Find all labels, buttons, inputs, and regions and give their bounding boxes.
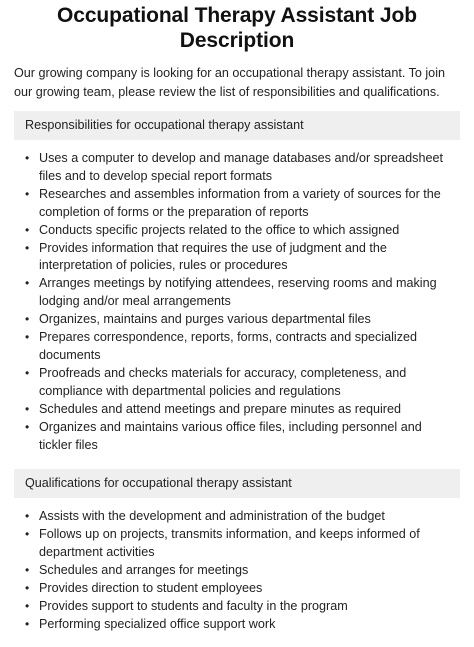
bullet-icon: • (25, 365, 30, 380)
list-item-text: Conducts specific projects related to the office to which assigned (39, 222, 400, 237)
list-item (25, 311, 460, 329)
bullet-icon: • (25, 509, 30, 524)
list-item-text: Organizes and maintains various office files, including personnel and tickler files (39, 419, 422, 452)
list-item-text: Performing specialized office support work (39, 616, 276, 631)
bullet-icon: • (25, 616, 30, 631)
list-item (25, 526, 460, 562)
page-title: Occupational Therapy Assistant Job Description (57, 4, 417, 52)
list-item-text: Schedules and arranges for meetings (39, 563, 249, 578)
bullet-icon: • (25, 240, 30, 255)
bullet-icon: • (25, 419, 30, 434)
bullet-icon: • (25, 151, 30, 165)
list-item (25, 508, 460, 526)
list-item-text: Assists with the development and administration of the budget (39, 509, 385, 524)
list-item-text: Organizes, maintains and purges various departmental files (39, 312, 371, 327)
list-item-text: Follows up on projects, transmits information, and keeps informed of department activities (39, 527, 420, 560)
list-item-text: Schedules and attend meetings and prepare minutes as required (39, 401, 401, 416)
bullet-icon: • (25, 222, 30, 237)
list-item (25, 240, 460, 276)
list-item-text: Arranges meetings by notifying attendees, reserving rooms and making lodging and/or meal arrangements (39, 276, 437, 309)
list-item-text: Provides information that requires the use of judgment and the interpretation of policies, rules or procedures (39, 240, 387, 273)
list-item-text: Provides direction to student employees (39, 581, 263, 596)
list-item (25, 365, 460, 401)
list-item (25, 419, 460, 455)
bullet-icon: • (25, 563, 30, 578)
bullet-icon: • (25, 276, 30, 291)
bullet-icon: • (25, 581, 30, 596)
responsibilities-list (14, 150, 460, 454)
list-item (25, 616, 460, 634)
list-item (25, 329, 460, 365)
bullet-icon: • (25, 401, 30, 416)
list-item (25, 401, 460, 419)
list-item-text: Prepares correspondence, reports, forms, contracts and specialized documents (39, 330, 417, 362)
list-item (25, 222, 460, 240)
list-item (25, 186, 460, 222)
bullet-icon: • (25, 527, 30, 542)
list-item (25, 598, 460, 616)
bullet-icon: • (25, 312, 30, 327)
list-item-text: Researches and assembles information from a variety of sources for the completion of forms or the preparation of reports (39, 186, 441, 219)
bullet-icon: • (25, 186, 30, 201)
list-item (25, 562, 460, 580)
list-item-text: Provides support to students and faculty in the program (39, 598, 348, 613)
list-item (25, 150, 460, 186)
qualifications-heading: Qualifications for occupational therapy assistant (14, 469, 460, 498)
responsibilities-heading: Responsibilities for occupational therapy assistant (14, 111, 460, 140)
list-item-text: Uses a computer to develop and manage databases and/or spreadsheet files and to develop special report formats (39, 151, 443, 183)
list-item (25, 580, 460, 598)
bullet-icon: • (25, 330, 30, 345)
intro-paragraph: Our growing company is looking for an occupational therapy assistant. To join our growing team, please review the list of responsibilities and qualifications. (14, 66, 445, 99)
qualifications-list (14, 508, 460, 633)
list-item-text: Proofreads and checks materials for accuracy, completeness, and compliance with departmental policies and regulations (39, 365, 407, 398)
list-item (25, 275, 460, 311)
bullet-icon: • (25, 598, 30, 613)
